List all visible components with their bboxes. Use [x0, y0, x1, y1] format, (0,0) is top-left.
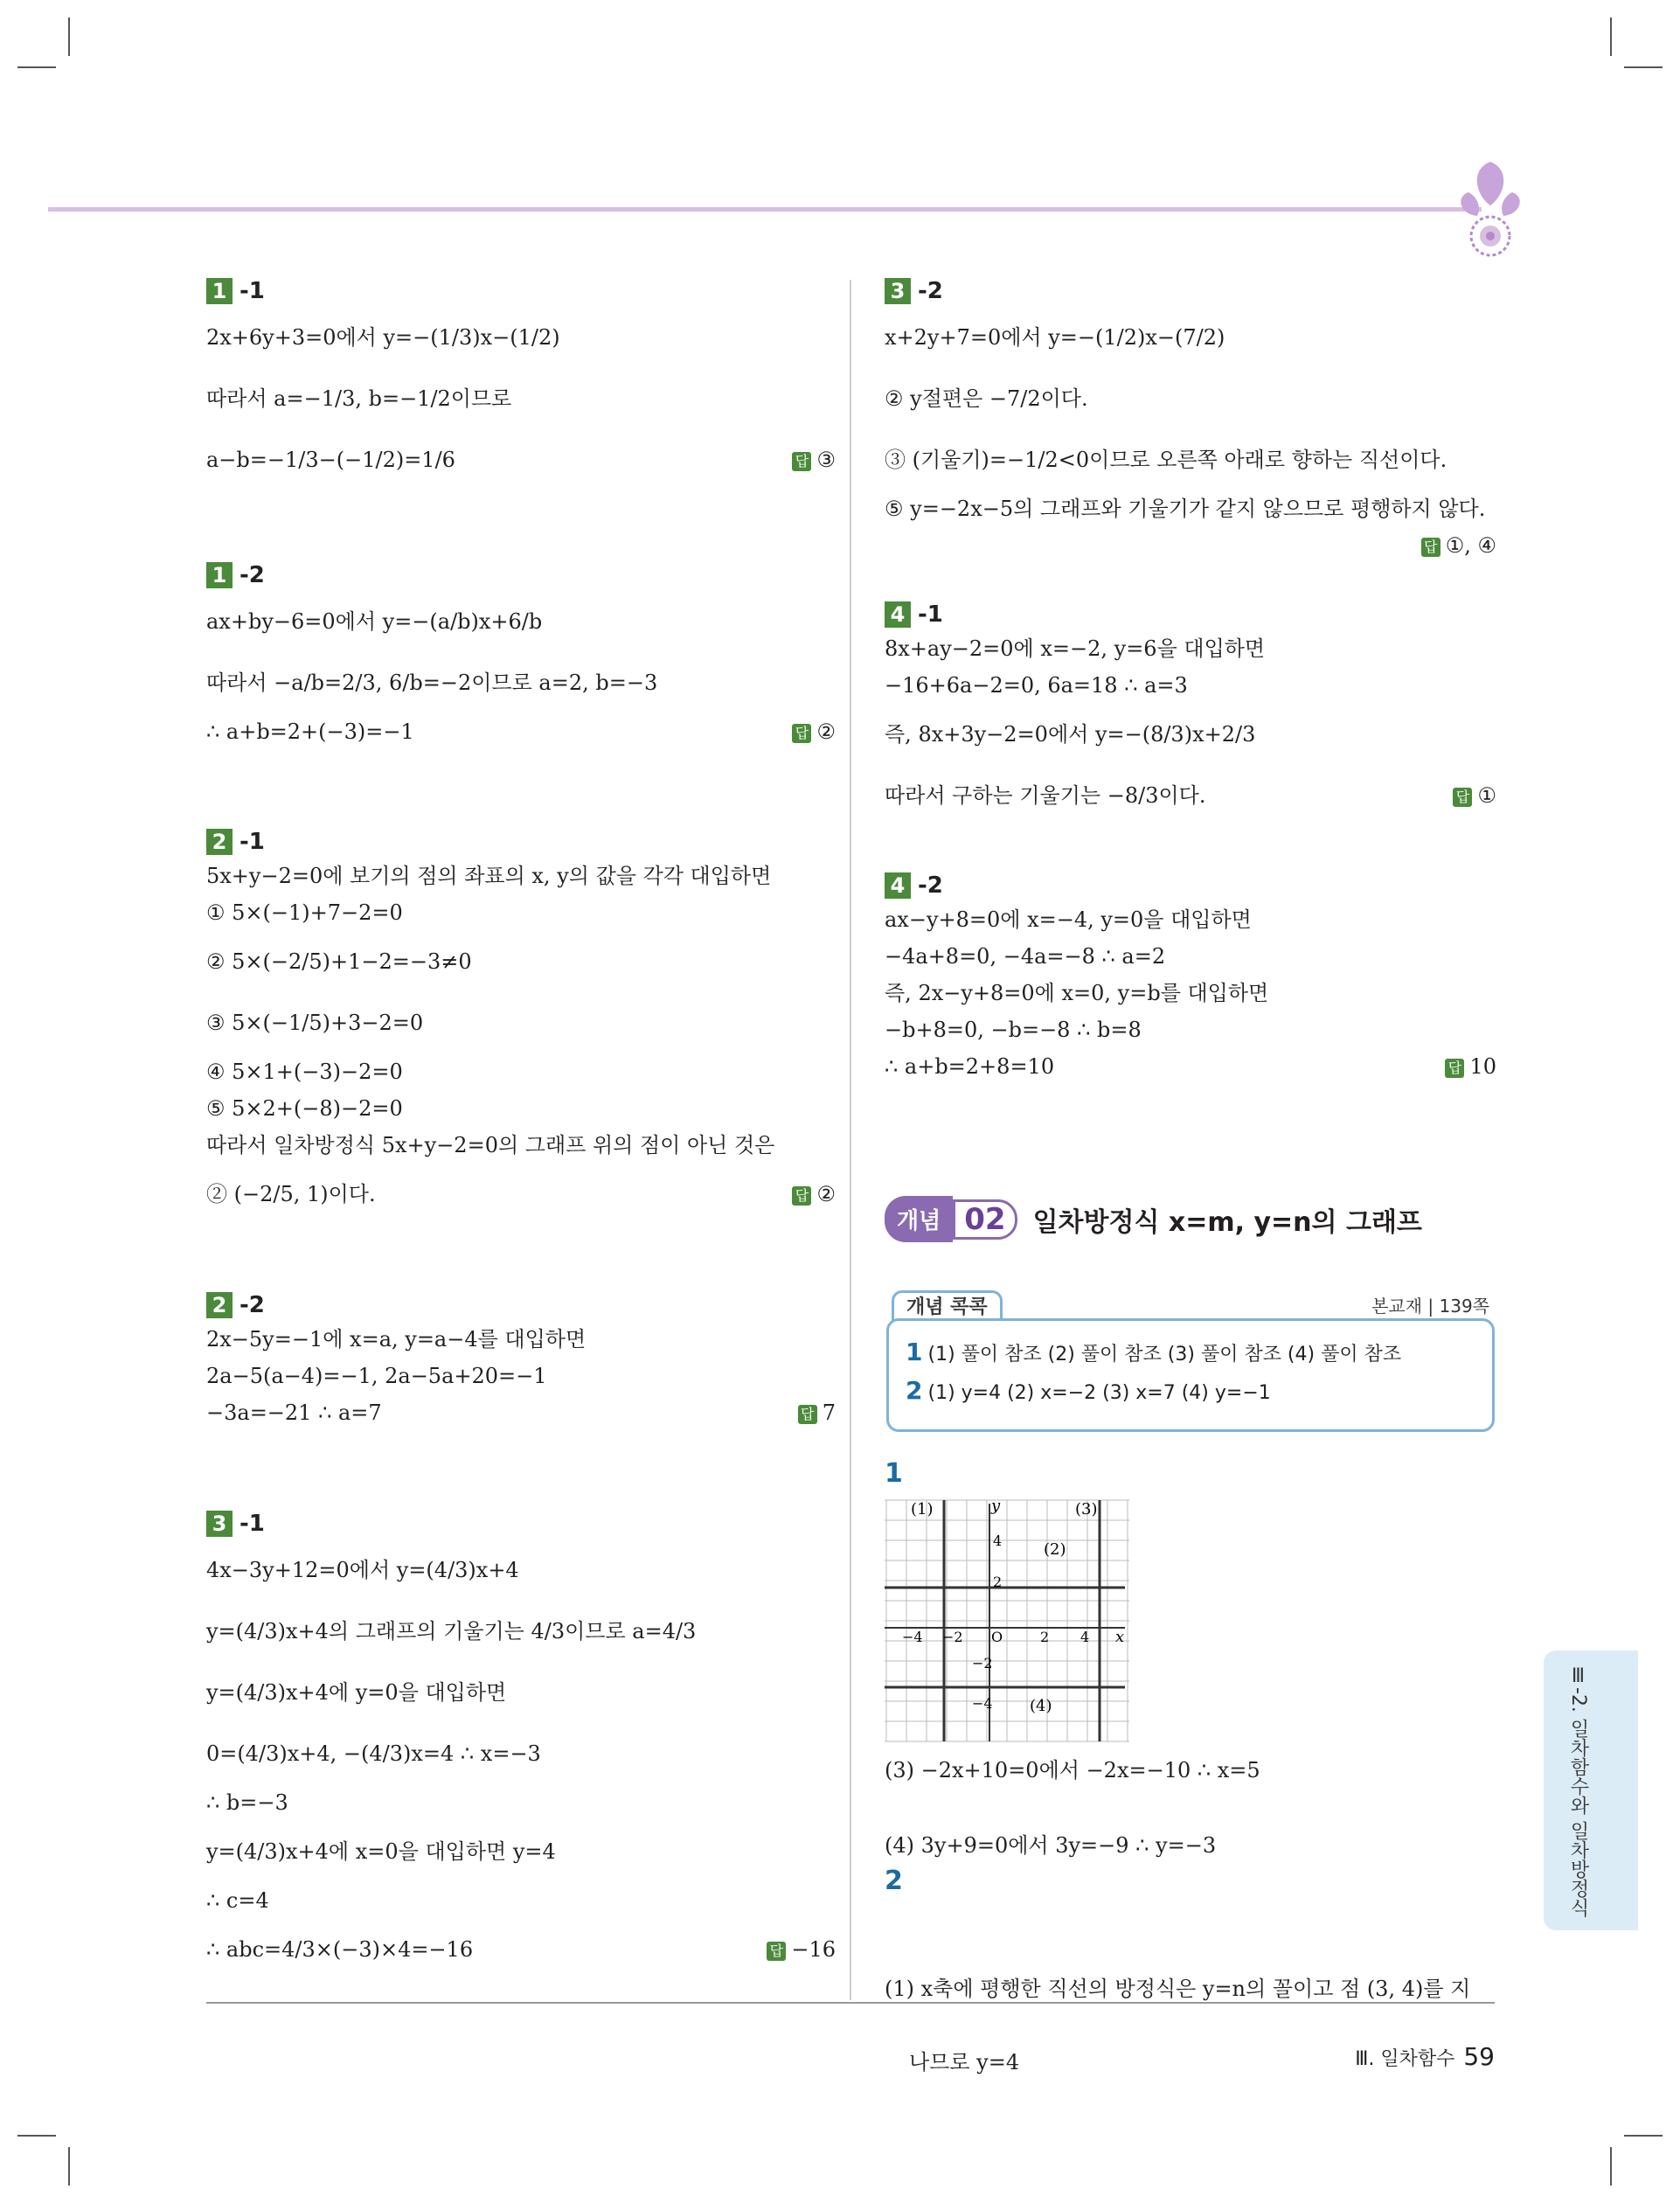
problem-4-1 [885, 599, 1496, 870]
solution-line [206, 1164, 836, 1225]
solution-line: ③ (기울기)=−1/2<0이므로 오른쪽 아래로 향하는 직선이다. [885, 448, 1447, 472]
section-number: 1 [885, 1458, 903, 1489]
answer-label: 답 [1445, 1059, 1464, 1078]
solution-text: 따라서 구하는 기울기는 −8/3이다. [885, 783, 1206, 808]
footer-chapter: Ⅲ. 일차함수 [1355, 2048, 1455, 2070]
solution-text: ∴ a+b=2+8=10 [885, 1054, 1055, 1079]
chapter-side-label: Ⅲ-2. 일차함수와 일차방정식 [1567, 1665, 1589, 1917]
solution-line: y=(4/3)x+4의 그래프의 기울기는 4/3이므로 a=4/3 [206, 1619, 697, 1644]
solution-line: ① 5×(−1)+7−2=0 [206, 900, 403, 925]
page-footer [1355, 2042, 1495, 2071]
problem-sub: -2 [918, 872, 943, 899]
coordinate-graph [885, 1497, 1131, 1745]
problem-sub: -1 [240, 829, 265, 855]
x-tick-label: −2 [942, 1629, 963, 1645]
concept-header [885, 1196, 1422, 1242]
solution-line: y=(4/3)x+4에 y=0을 대입하면 [206, 1680, 507, 1705]
graph-label-1: (1) [911, 1500, 934, 1518]
problem-sub: -1 [240, 278, 265, 304]
x-tick-label: 4 [1080, 1629, 1090, 1645]
solution-line: 0=(4/3)x+4, −(4/3)x=4 ∴ x=−3 [206, 1741, 541, 1766]
problem-sub: -2 [240, 1292, 265, 1318]
problem-number: 2 [206, 829, 233, 855]
problem-1-1 [206, 275, 836, 559]
box-tab-label: 개념 콕콕 [892, 1290, 1003, 1323]
problem-number: 2 [206, 1292, 233, 1318]
answer-value: ② [816, 719, 836, 744]
answer-label: 답 [798, 1405, 817, 1424]
solution-line [885, 1048, 1496, 1085]
answer-value: ①, ④ [1445, 533, 1496, 558]
solution-line [206, 1394, 836, 1431]
section-number: 2 [885, 1866, 903, 1896]
solution-text: ② (−2/5, 1)이다. [206, 1182, 376, 1206]
solution-line: −16+6a−2=0, 6a=18 ∴ a=3 [885, 673, 1188, 698]
solution-line [206, 429, 836, 490]
answer-label: 답 [792, 1186, 811, 1206]
crop-mark [68, 2147, 70, 2186]
solution-line: 2a−5(a−4)=−1, 2a−5a+20=−1 [206, 1364, 547, 1388]
problem-sub: -1 [240, 1511, 265, 1537]
solution-line: y=(4/3)x+4에 x=0을 대입하면 y=4 [206, 1839, 556, 1864]
solution-line [206, 713, 836, 750]
solution-line: ② y절편은 −7/2이다. [885, 386, 1088, 411]
solution-line: (4) 3y+9=0에서 3y=−9 ∴ y=−3 [885, 1833, 1217, 1858]
concept-title: 일차방정식 x=m, y=n의 그래프 [1032, 1206, 1422, 1238]
solution-line: 즉, 8x+3y−2=0에서 y=−(8/3)x+2/3 [885, 722, 1256, 747]
answer-label: 답 [1421, 538, 1440, 557]
problem-3-2 [885, 275, 1496, 599]
solution-line: (1) x축에 평행한 직선의 방정식은 y=n의 꼴이고 점 (3, 4)를 지 [885, 1977, 1471, 2001]
textbook-reference: 본교재 | 139쪽 [1371, 1296, 1489, 1317]
problem-number: 1 [206, 278, 233, 304]
answer-label: 답 [767, 1942, 786, 1961]
y-tick-label: 4 [993, 1532, 1003, 1549]
left-column [206, 275, 836, 1980]
crop-mark [68, 17, 70, 56]
solution-line: 따라서 일차방정식 5x+y−2=0의 그래프 위의 점이 아닌 것은 [206, 1133, 775, 1157]
solution-line: 따라서 a=−1/3, b=−1/2이므로 [206, 386, 512, 411]
answer-value: ③ [816, 448, 836, 472]
solution-line: 즉, 2x−y+8=0에 x=0, y=b를 대입하면 [885, 981, 1269, 1005]
graph-label-2: (2) [1044, 1540, 1066, 1559]
problem-1-2 [206, 559, 836, 826]
solution-text: ∴ abc=4/3×(−3)×4=−16 [206, 1937, 474, 1962]
solution-line: x+2y+7=0에서 y=−(1/2)x−(7/2) [885, 325, 1225, 350]
box-item-number: 1 [906, 1338, 923, 1366]
answer-value: 10 [1469, 1054, 1496, 1079]
axis-y-label: y [991, 1497, 1001, 1515]
solution-line: ∴ c=4 [206, 1888, 269, 1913]
footer-rule [206, 2002, 1495, 2004]
flower-ornament-icon [1451, 144, 1530, 267]
crop-mark [1624, 66, 1663, 68]
solution-text: a−b=−1/3−(−1/2)=1/6 [206, 448, 455, 472]
solution-line: 2x+6y+3=0에서 y=−(1/3)x−(1/2) [206, 325, 560, 350]
concept-check-box [886, 1318, 1495, 1432]
origin-label: O [991, 1629, 1003, 1645]
solution-line: ③ 5×(−1/5)+3−2=0 [206, 1011, 424, 1035]
graph-label-3: (3) [1075, 1500, 1098, 1518]
crop-mark [1610, 17, 1612, 56]
solution-line: ⑤ 5×2+(−8)−2=0 [206, 1096, 403, 1121]
y-tick-label: −2 [972, 1655, 993, 1671]
answer-value: −16 [791, 1937, 836, 1962]
problem-sub: -2 [240, 562, 265, 588]
x-tick-label: −4 [902, 1629, 923, 1645]
axis-x-label: x [1115, 1628, 1125, 1646]
solution-line: 따라서 −a/b=2/3, 6/b=−2이므로 a=2, b=−3 [206, 671, 658, 695]
solution-line: 4x−3y+12=0에서 y=(4/3)x+4 [206, 1558, 519, 1582]
graph-label-4: (4) [1030, 1697, 1052, 1715]
box-item-text: (1) y=4 (2) x=−2 (3) x=7 (4) y=−1 [927, 1382, 1271, 1404]
problem-sub: -1 [918, 601, 943, 628]
crop-mark [17, 66, 56, 68]
concept-number: 02 [953, 1199, 1017, 1240]
solution-text: ∴ a+b=2+(−3)=−1 [206, 719, 414, 744]
header-rule [48, 207, 1482, 212]
answer-label: 답 [792, 724, 811, 743]
solution-line [206, 1919, 836, 1980]
y-tick-label: 2 [993, 1574, 1003, 1590]
answer-value: ② [816, 1182, 836, 1206]
solution-line: ax+by−6=0에서 y=−(a/b)x+6/b [206, 609, 543, 634]
box-item-number: 2 [906, 1376, 923, 1405]
crop-mark [1610, 2147, 1612, 2186]
answer-value: 7 [822, 1400, 836, 1425]
x-tick-label: 2 [1040, 1629, 1050, 1645]
y-tick-label: −4 [972, 1695, 993, 1712]
problem-3-1 [206, 1508, 836, 1980]
concept-badge: 개념 [885, 1196, 953, 1242]
problem-4-2 [885, 870, 1496, 1097]
problem-number: 1 [206, 562, 233, 588]
solution-line: ④ 5×1+(−3)−2=0 [206, 1060, 403, 1084]
problem-number: 4 [885, 872, 911, 899]
problem-number: 3 [885, 278, 911, 304]
solution-text: −3a=−21 ∴ a=7 [206, 1400, 382, 1425]
box-item-text: (1) 풀이 참조 (2) 풀이 참조 (3) 풀이 참조 (4) 풀이 참조 [927, 1344, 1402, 1366]
problem-2-2 [206, 1289, 836, 1508]
answer-value: ① [1477, 783, 1496, 808]
solution-line: ⑤ y=−2x−5의 그래프와 기울기가 같지 않으므로 평행하지 않다. [885, 497, 1486, 521]
column-divider [850, 280, 851, 2000]
answer-label: 답 [1453, 788, 1472, 807]
solution-line: 2x−5y=−1에 x=a, y=a−4를 대입하면 [206, 1327, 587, 1352]
solution-line: 나므로 y=4 [909, 2050, 1020, 2074]
solution-line: 8x+ay−2=0에 x=−2, y=6을 대입하면 [885, 636, 1266, 661]
box-line-2 [906, 1376, 1271, 1405]
box-line-1 [906, 1338, 1401, 1366]
answer-label: 답 [792, 452, 811, 471]
solution-line: −4a+8=0, −4a=−8 ∴ a=2 [885, 944, 1166, 969]
problem-number: 4 [885, 601, 911, 628]
crop-mark [17, 2135, 56, 2137]
page-number: 59 [1463, 2042, 1495, 2071]
problem-2-1 [206, 826, 836, 1289]
solution-line: (3) −2x+10=0에서 −2x=−10 ∴ x=5 [885, 1758, 1260, 1783]
solution-line: 5x+y−2=0에 보기의 점의 좌표의 x, y의 값을 각각 대입하면 [206, 864, 772, 888]
right-column [885, 275, 1496, 1097]
solution-line: ax−y+8=0에 x=−4, y=0을 대입하면 [885, 907, 1252, 932]
crop-mark [1624, 2135, 1663, 2137]
problem-number: 3 [206, 1511, 233, 1537]
solution-line: ∴ b=−3 [206, 1790, 288, 1815]
solution-line: ② 5×(−2/5)+1−2=−3≠0 [206, 949, 472, 974]
solution-line: −b+8=0, −b=−8 ∴ b=8 [885, 1018, 1142, 1042]
solution-line [885, 765, 1496, 826]
problem-sub: -2 [918, 278, 943, 304]
